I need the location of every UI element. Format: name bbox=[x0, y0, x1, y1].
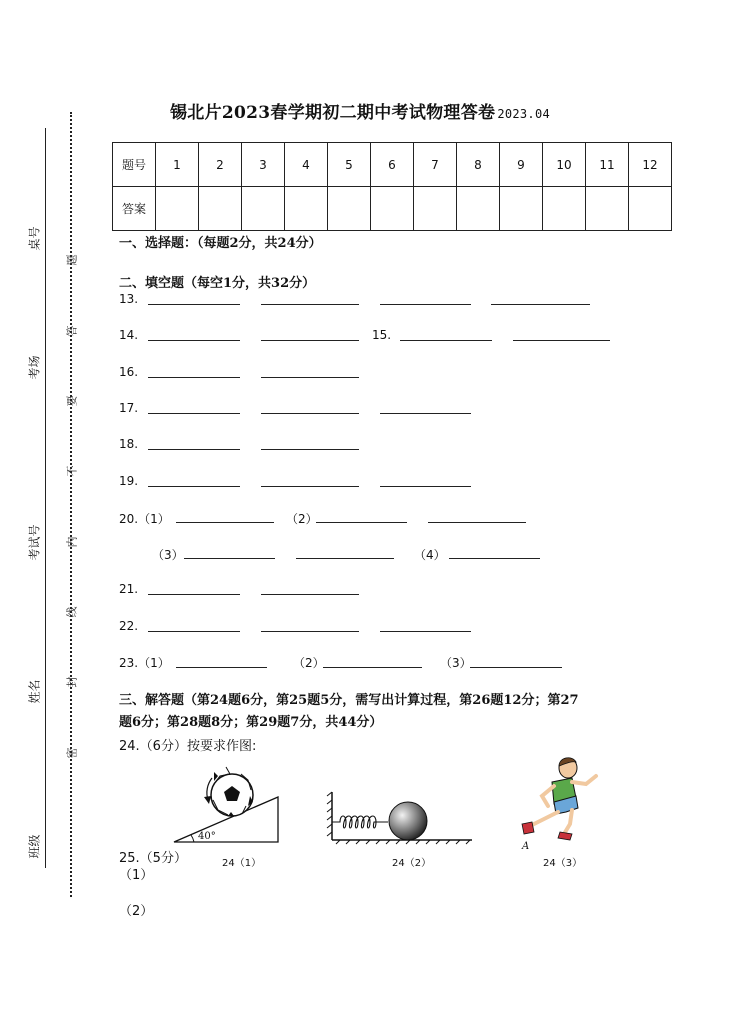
angle-arc bbox=[191, 835, 194, 842]
grid-question-number: 6 bbox=[371, 143, 414, 187]
figure-spring-ball bbox=[322, 788, 474, 846]
answer-cell[interactable] bbox=[543, 187, 586, 231]
answer-blank[interactable] bbox=[449, 558, 540, 559]
grid-question-number: 11 bbox=[586, 143, 629, 187]
question-13-label: 13. bbox=[119, 292, 139, 306]
seal-hint-char: 封 bbox=[65, 676, 79, 688]
question-20-part3-label: （3） bbox=[152, 548, 184, 562]
figure-caption-24-2: 24（2） bbox=[392, 858, 432, 869]
answer-blank[interactable] bbox=[491, 304, 590, 305]
answer-blank[interactable] bbox=[148, 377, 240, 378]
answer-blank[interactable] bbox=[400, 340, 492, 341]
angle-label: 40° bbox=[198, 831, 216, 842]
answer-blank[interactable] bbox=[470, 667, 562, 668]
seat-label: 桌号 bbox=[27, 226, 42, 251]
grid-question-number: 9 bbox=[500, 143, 543, 187]
seal-hint-char: 要 bbox=[65, 395, 79, 407]
seal-hint-char: 答 bbox=[65, 325, 79, 337]
answer-blank[interactable] bbox=[380, 304, 471, 305]
room-label: 考场 bbox=[27, 355, 42, 380]
name-label: 姓名 bbox=[27, 679, 42, 704]
ball bbox=[389, 802, 427, 840]
answer-blank[interactable] bbox=[261, 304, 359, 305]
question-14-label: 14. bbox=[119, 328, 139, 342]
answer-blank[interactable] bbox=[380, 486, 471, 487]
answer-blank[interactable] bbox=[184, 558, 275, 559]
answer-blank[interactable] bbox=[261, 377, 359, 378]
question-20-label: 20.（1） bbox=[119, 512, 170, 526]
exam-date: 2023.04 bbox=[497, 107, 551, 121]
section-solve-heading-line1: 三、解答题（第24题6分，第25题5分，需写出计算过程，第26题12分；第27 bbox=[119, 693, 579, 708]
answer-blank[interactable] bbox=[148, 304, 240, 305]
answer-cell[interactable] bbox=[242, 187, 285, 231]
answer-blank[interactable] bbox=[176, 667, 267, 668]
question-25-part2-label: （2） bbox=[119, 904, 154, 919]
seal-hint-char: 线 bbox=[65, 606, 79, 618]
question-25-part1-label: （1） bbox=[119, 868, 154, 883]
question-22-label: 22. bbox=[119, 619, 139, 633]
question-23-part2-label: （2） bbox=[293, 656, 325, 670]
question-19-label: 19. bbox=[119, 474, 139, 488]
grid-question-number: 1 bbox=[156, 143, 199, 187]
seal-hint-char: 内 bbox=[65, 536, 79, 548]
section-fill-heading: 二、填空题（每空1分，共32分） bbox=[119, 276, 316, 291]
answer-blank[interactable] bbox=[380, 631, 471, 632]
answer-grid bbox=[112, 142, 672, 231]
grid-question-number: 2 bbox=[199, 143, 242, 187]
question-15-label: 15. bbox=[372, 328, 392, 342]
figure-running-boy bbox=[512, 754, 607, 850]
class-label: 班级 bbox=[27, 834, 42, 859]
grid-question-number: 3 bbox=[242, 143, 285, 187]
answer-blank[interactable] bbox=[148, 631, 240, 632]
question-24-label: 24.（6分）按要求作图: bbox=[119, 739, 257, 754]
answer-cell[interactable] bbox=[328, 187, 371, 231]
answer-blank[interactable] bbox=[261, 340, 359, 341]
seal-hint-char: 题 bbox=[65, 254, 79, 266]
grid-question-number: 5 bbox=[328, 143, 371, 187]
exam-number-label: 考试号 bbox=[27, 524, 42, 561]
section-choice-heading: 一、选择题：（每题2分，共24分） bbox=[119, 236, 322, 251]
sidebar-rule bbox=[45, 128, 46, 868]
section-solve-heading-line2: 题6分；第28题8分；第29题7分，共44分） bbox=[119, 715, 383, 730]
question-16-label: 16. bbox=[119, 365, 139, 379]
question-23-label: 23.（1） bbox=[119, 656, 170, 670]
answer-blank[interactable] bbox=[148, 449, 240, 450]
grid-question-number: 8 bbox=[457, 143, 500, 187]
title-text: 锡北片2023春学期初二期中考试物理答卷 bbox=[170, 103, 496, 123]
figure-caption-24-1: 24（1） bbox=[222, 858, 262, 869]
answer-cell[interactable] bbox=[586, 187, 629, 231]
answer-blank[interactable] bbox=[323, 667, 422, 668]
answer-blank[interactable] bbox=[296, 558, 394, 559]
grid-question-number: 12 bbox=[629, 143, 672, 187]
answer-cell[interactable] bbox=[371, 187, 414, 231]
grid-question-number: 10 bbox=[543, 143, 586, 187]
answer-cell[interactable] bbox=[285, 187, 328, 231]
answer-blank[interactable] bbox=[261, 631, 359, 632]
answer-cell[interactable] bbox=[629, 187, 672, 231]
figure-incline-ball bbox=[168, 762, 286, 844]
figure-caption-24-3: 24（3） bbox=[543, 858, 583, 869]
question-18-label: 18. bbox=[119, 437, 139, 451]
answer-blank[interactable] bbox=[261, 594, 359, 595]
seal-hint-char: 不 bbox=[65, 465, 79, 477]
answer-cell[interactable] bbox=[457, 187, 500, 231]
answer-cell[interactable] bbox=[156, 187, 199, 231]
answer-cell[interactable] bbox=[414, 187, 457, 231]
answer-blank[interactable] bbox=[513, 340, 610, 341]
answer-cell[interactable] bbox=[199, 187, 242, 231]
point-a-label: A bbox=[522, 841, 530, 852]
seal-line bbox=[70, 112, 72, 897]
question-21-label: 21. bbox=[119, 582, 139, 596]
page-title bbox=[170, 98, 550, 123]
question-17-label: 17. bbox=[119, 401, 139, 415]
question-25-label: 25.（5分） bbox=[119, 851, 187, 866]
answer-blank[interactable] bbox=[148, 413, 240, 414]
grid-header-number: 题号 bbox=[113, 143, 156, 187]
question-20-part4-label: （4） bbox=[414, 548, 446, 562]
answer-blank[interactable] bbox=[176, 522, 274, 523]
answer-blank[interactable] bbox=[148, 486, 240, 487]
answer-blank[interactable] bbox=[261, 486, 359, 487]
answer-blank[interactable] bbox=[148, 340, 240, 341]
question-20-part2-label: （2） bbox=[286, 512, 318, 526]
question-23-part3-label: （3） bbox=[440, 656, 472, 670]
seal-hint-char: 密 bbox=[65, 747, 79, 759]
spring bbox=[332, 816, 388, 828]
answer-blank[interactable] bbox=[316, 522, 407, 523]
answer-blank[interactable] bbox=[428, 522, 526, 523]
grid-question-number: 4 bbox=[285, 143, 328, 187]
answer-blank[interactable] bbox=[148, 594, 240, 595]
answer-blank[interactable] bbox=[380, 413, 471, 414]
answer-cell[interactable] bbox=[500, 187, 543, 231]
grid-header-answer: 答案 bbox=[113, 187, 156, 231]
answer-blank[interactable] bbox=[261, 413, 359, 414]
answer-blank[interactable] bbox=[261, 449, 359, 450]
grid-question-number: 7 bbox=[414, 143, 457, 187]
